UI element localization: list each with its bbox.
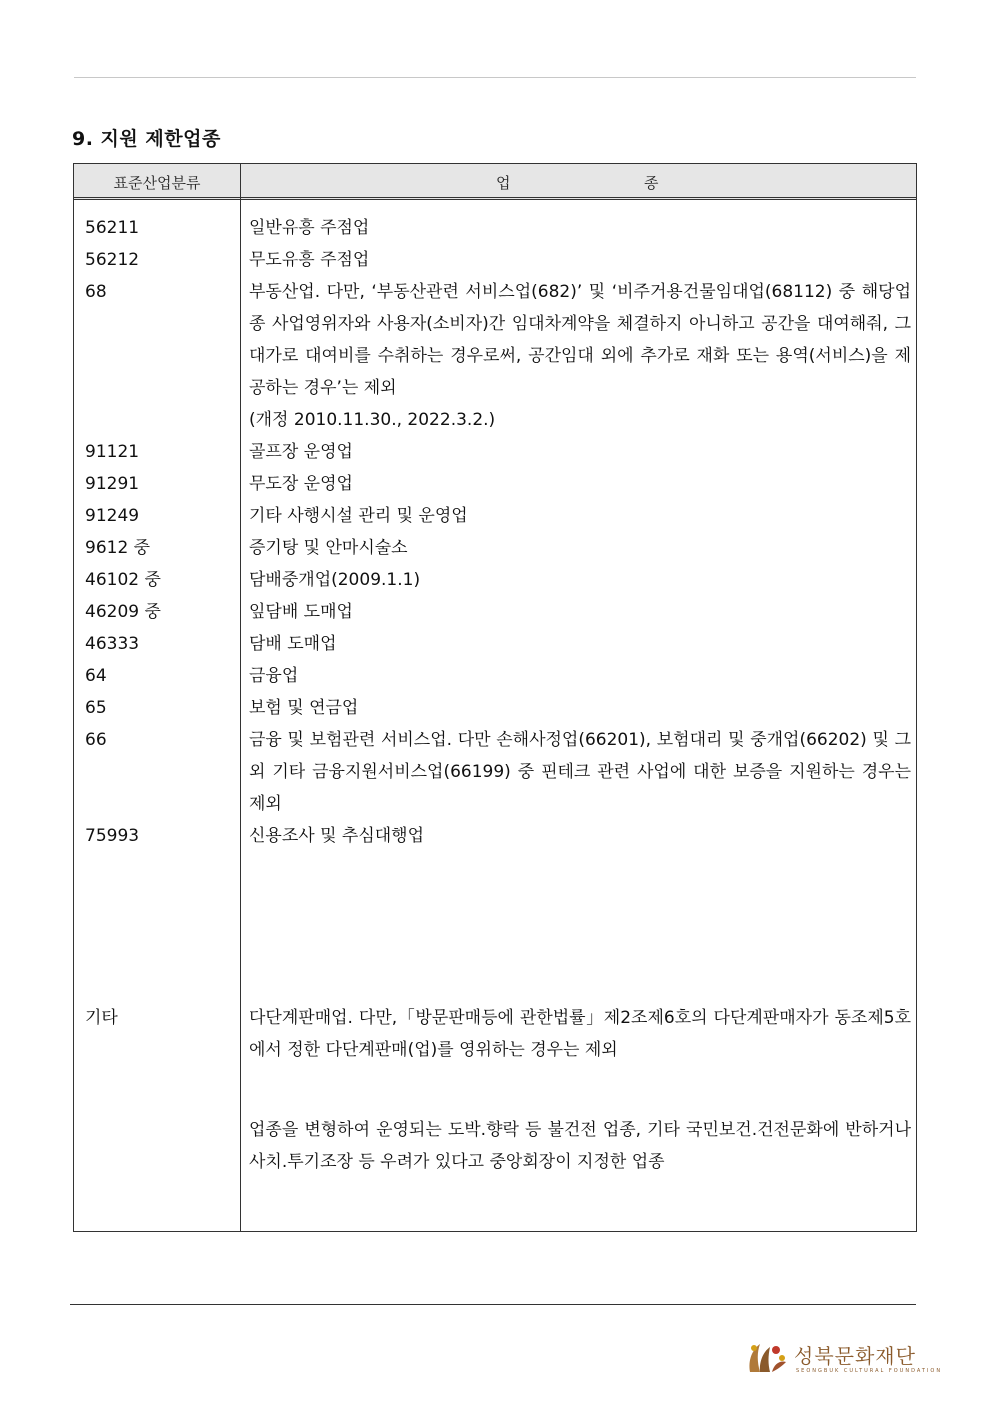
row-desc: 무도유흥 주점업 (249, 250, 370, 270)
row-desc: 다단계판매업. 다만,「방문판매등에 관한법률」제2조제6호의 다단계판매자가 동조제5호에서 정한 다단계판매(업)를 영위하는 경우는 제외 (249, 1008, 911, 1060)
row-desc: 증기탕 및 안마시술소 (249, 538, 408, 558)
row-desc: 기타 사행시설 관리 및 운영업 (249, 506, 468, 526)
header-industry-2: 종 (644, 174, 659, 192)
row-desc: 금융 및 보험관련 서비스업. 다만 손해사정업(66201), 보험대리 및 중개업(66202) 및 그 외 기타 금융지원서비스업(66199) 중 핀테크 관련 사업에 대한 보증을 지원하는 경우는 제외 (249, 730, 911, 814)
row-code: 기타 (85, 1008, 118, 1028)
row-code: 9612 중 (85, 538, 151, 558)
top-divider (74, 77, 916, 78)
row-code: 64 (85, 666, 107, 686)
logo-text: 성북문화재단 (794, 1344, 916, 1368)
row-code: 91291 (85, 474, 140, 494)
row-code: 46102 중 (85, 570, 161, 590)
restricted-industries-table (73, 163, 917, 1232)
row-code: 56212 (85, 250, 140, 270)
row-desc-2: 업종을 변형하여 운영되는 도박.향락 등 불건전 업종, 기타 국민보건.건전문화에 반하거나 사치.투기조장 등 우려가 있다고 중앙회장이 지정한 업종 (249, 1120, 911, 1172)
header-code: 표준산업분류 (113, 174, 201, 192)
row-code: 75993 (85, 826, 140, 846)
header-industry-1: 업 (496, 174, 511, 192)
row-desc: 금융업 (249, 666, 299, 686)
row-code: 91249 (85, 506, 140, 526)
row-code: 65 (85, 698, 107, 718)
row-desc: 잎담배 도매업 (249, 602, 353, 622)
row-code: 46209 중 (85, 602, 161, 622)
section-title: 9. 지원 제한업종 (72, 128, 221, 150)
row-desc: 부동산업. 다만, ‘부동산관련 서비스업(682)’ 및 ‘비주거용건물임대업(68112) 중 해당업종 사업영위자와 사용자(소비자)간 임대차계약을 체결하지 아니하고 공간을 대여해줘, 그 대가로 대여비를 수취하는 경우로써, 공간임대 외에 추가로 재화 또는 용역(서비스)을 제공하는 경우’는 제외 (249, 282, 911, 398)
row-desc: 보험 및 연금업 (249, 698, 359, 718)
table-header (74, 164, 916, 200)
row-desc: 신용조사 및 추심대행업 (249, 826, 425, 846)
row-note: (개정 2010.11.30., 2022.3.2.) (249, 410, 496, 430)
row-code: 46333 (85, 634, 140, 654)
row-desc: 골프장 운영업 (249, 442, 353, 462)
logo-subtext: SEONGBUK CULTURAL FOUNDATION (796, 1368, 943, 1374)
row-desc: 무도장 운영업 (249, 474, 353, 494)
bottom-divider (70, 1304, 916, 1305)
foundation-mark-icon (744, 1338, 790, 1376)
row-code: 66 (85, 730, 107, 750)
row-code: 56211 (85, 218, 140, 238)
row-code: 68 (85, 282, 107, 302)
foundation-logo (744, 1338, 943, 1378)
column-divider (240, 164, 241, 1231)
row-desc: 담배중개업(2009.1.1) (249, 570, 421, 590)
row-desc: 일반유흥 주점업 (249, 218, 370, 238)
row-desc: 담배 도매업 (249, 634, 337, 654)
row-code: 91121 (85, 442, 140, 462)
